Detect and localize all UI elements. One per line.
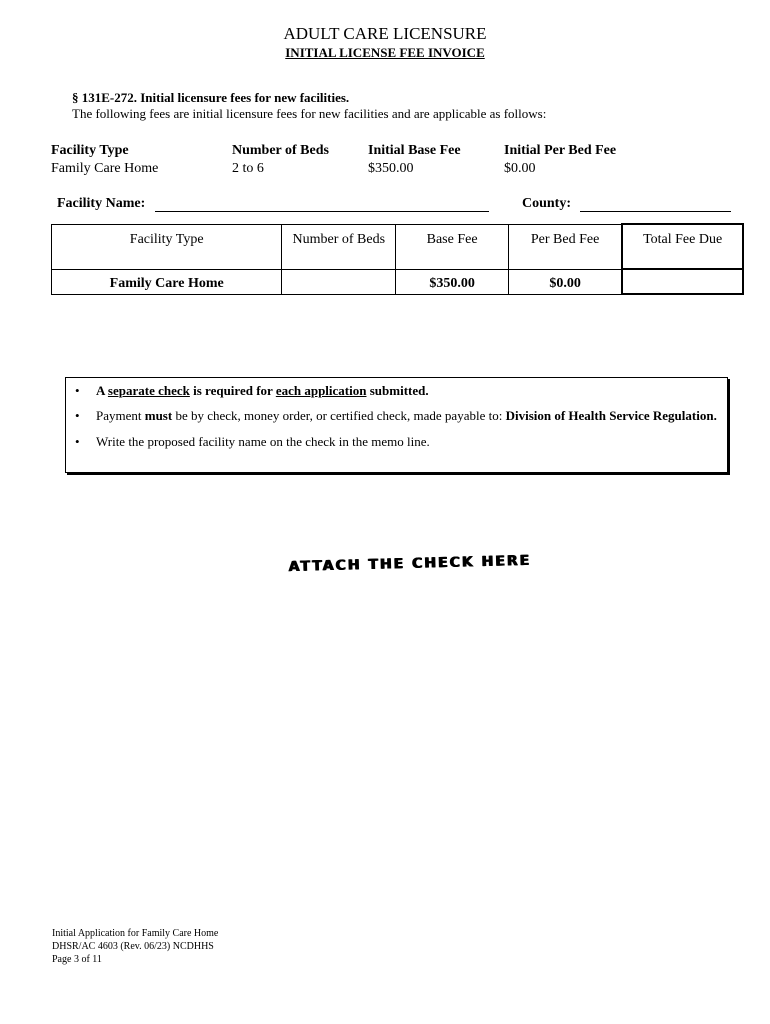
bullet-icon: • — [75, 383, 80, 398]
schedule-value: $0.00 — [504, 161, 536, 176]
table-row — [52, 269, 744, 294]
bullet-icon: • — [75, 434, 80, 449]
notice-item — [66, 408, 727, 424]
schedule-value: $350.00 — [368, 161, 414, 176]
schedule-header: Facility Type — [51, 143, 129, 158]
table-cell-per-bed-fee: $0.00 — [508, 269, 622, 294]
county-label: County: — [522, 196, 572, 211]
notice-text: must — [144, 408, 173, 423]
notice-text: separate check — [107, 383, 190, 398]
notice-text: each application — [275, 383, 367, 398]
notice-text: Write the proposed facility name on the check in the memo line. — [96, 434, 430, 449]
document-subtitle: INITIAL LICENSE FEE INVOICE — [285, 45, 485, 60]
table-header-cell: Per Bed Fee — [508, 224, 622, 269]
schedule-value: 2 to 6 — [232, 161, 264, 176]
table-header-cell: Total Fee Due — [622, 224, 743, 269]
footer-form-name: Initial Application for Family Care Home — [52, 928, 219, 939]
notice-item — [66, 434, 727, 450]
notice-text: A — [96, 383, 108, 398]
facility-name-field[interactable] — [155, 211, 489, 212]
document-title: ADULT CARE LICENSURE — [283, 24, 487, 43]
notice-text: is required for — [189, 383, 276, 398]
schedule-col-facility-type — [51, 142, 158, 178]
table-cell-number-of-beds[interactable] — [282, 269, 396, 294]
schedule-col-number-of-beds — [232, 142, 329, 178]
payment-notice-box — [65, 377, 728, 473]
fee-table — [51, 223, 744, 295]
page-footer — [52, 927, 218, 966]
notice-text: Payment — [96, 408, 145, 423]
table-header-row — [52, 224, 744, 269]
notice-item — [66, 383, 727, 399]
notice-text: Division of Health Service Regulation. — [505, 408, 717, 423]
county-field[interactable] — [580, 211, 731, 212]
table-cell-facility-type: Family Care Home — [52, 269, 282, 294]
schedule-header: Initial Per Bed Fee — [504, 143, 617, 158]
attach-check-label: ATTACH THE CHECK HERE — [288, 552, 532, 576]
statute-text: The following fees are initial licensure fees for new facilities and are applicable as follows: — [72, 106, 547, 121]
schedule-col-per-bed-fee — [504, 142, 616, 178]
statute-heading: § 131E-272. Initial licensure fees for new facilities. — [72, 90, 350, 105]
table-cell-total-fee-due[interactable] — [622, 269, 743, 294]
footer-form-number: DHSR/AC 4603 (Rev. 06/23) NCDHHS — [52, 941, 214, 952]
table-cell-base-fee: $350.00 — [396, 269, 509, 294]
schedule-header: Number of Beds — [232, 143, 329, 158]
bullet-icon: • — [75, 408, 80, 423]
table-header-cell: Facility Type — [52, 224, 282, 269]
schedule-col-base-fee — [368, 142, 461, 178]
facility-name-label: Facility Name: — [57, 196, 146, 211]
table-header-cell: Base Fee — [396, 224, 509, 269]
notice-text: be by check, money order, or certified check, made payable to: — [172, 408, 506, 423]
notice-text: submitted. — [366, 383, 429, 398]
table-header-cell: Number of Beds — [282, 224, 396, 269]
schedule-header: Initial Base Fee — [368, 143, 461, 158]
schedule-value: Family Care Home — [51, 161, 159, 176]
footer-page-number: Page 3 of 11 — [52, 954, 102, 965]
